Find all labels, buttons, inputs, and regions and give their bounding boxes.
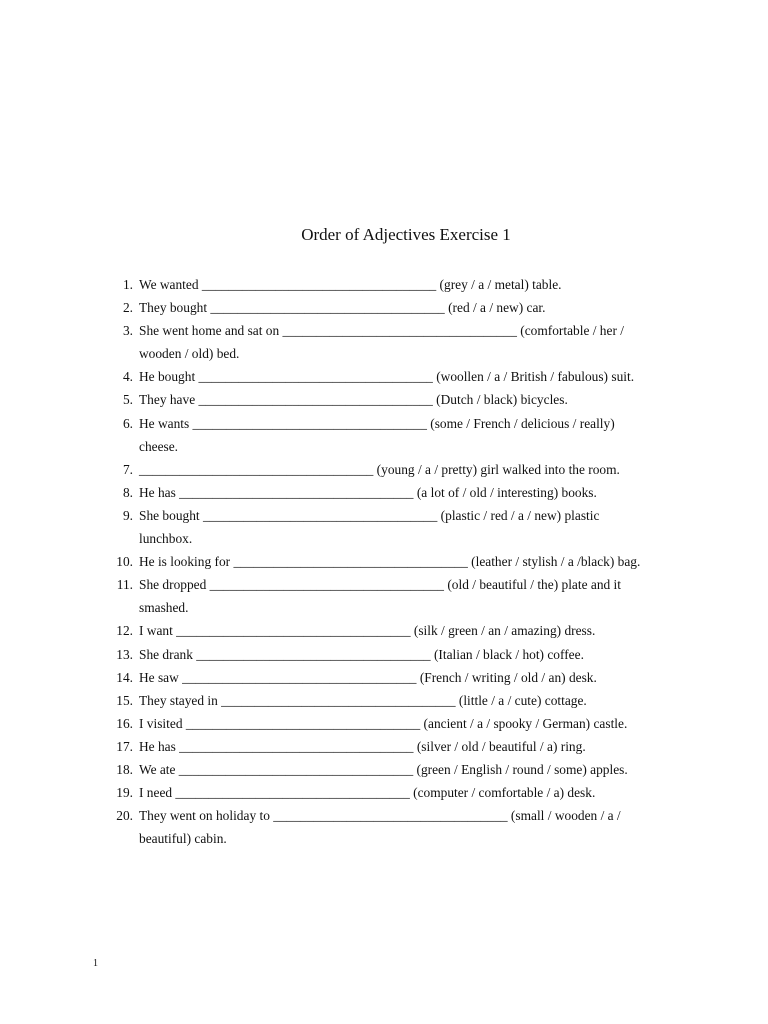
item-text-line: She dropped ___________________________________ (old / beautiful / the) plate and it [139, 577, 621, 593]
item-number: 1. [122, 277, 133, 292]
item-number: 17. [116, 738, 133, 754]
item-text-line: She bought ___________________________________ (plastic / red / a / new) plastic [139, 507, 600, 523]
item-text-line: ___________________________________ (young / a / pretty) girl walked into the room. [139, 461, 620, 477]
exercise-item [108, 504, 668, 550]
item-text-line: He bought ___________________________________ (woollen / a / British / fabulous) suit. [139, 369, 635, 385]
exercise-item [108, 296, 668, 319]
item-number: 19. [116, 785, 133, 801]
item-text-line: They went on holiday to ___________________________________ (small / wooden / a / [139, 808, 621, 824]
exercise-list [108, 273, 668, 850]
item-number: 15. [116, 692, 133, 708]
item-number: 12. [116, 623, 133, 639]
item-number: 18. [116, 761, 133, 777]
exercise-item [108, 319, 668, 365]
item-text-line: smashed. [139, 600, 189, 616]
item-number: 6. [122, 415, 133, 431]
item-text-line: cheese. [139, 438, 179, 454]
exercise-item [108, 619, 668, 642]
item-text-line: He saw ___________________________________ (French / writing / old / an) desk. [139, 669, 597, 685]
page-number: 1 [93, 958, 98, 969]
item-number: 4. [122, 369, 133, 385]
item-text-line: I want ___________________________________ (silk / green / an / amazing) dress. [139, 623, 596, 639]
item-number: 10. [116, 554, 133, 570]
exercise-item [108, 712, 668, 735]
item-text-line: We ate ___________________________________ (green / English / round / some) apples. [139, 761, 628, 777]
exercise-item [108, 804, 668, 850]
item-text-line: They bought ___________________________________ (red / a / new) car. [139, 300, 546, 316]
item-text-line: I need ___________________________________ (computer / comfortable / a) desk. [139, 785, 596, 801]
item-number: 8. [122, 484, 133, 500]
item-text-line: They have ___________________________________ (Dutch / black) bicycles. [139, 392, 568, 408]
item-text-line: beautiful) cabin. [139, 831, 227, 847]
exercise-item [108, 388, 668, 411]
exercise-item [108, 735, 668, 758]
item-number: 7. [122, 461, 133, 477]
exercise-item [108, 412, 668, 458]
exercise-item [108, 689, 668, 712]
item-number: 9. [122, 507, 133, 523]
exercise-item [108, 481, 668, 504]
item-text-line: He is looking for ___________________________________ (leather / stylish / a /black) bag. [139, 554, 641, 570]
item-text-line: I visited ___________________________________ (ancient / a / spooky / German) castle. [139, 715, 628, 731]
exercise-item [108, 643, 668, 666]
exercise-item [108, 573, 668, 619]
exercise-item [108, 273, 668, 296]
item-text-line: She went home and sat on ___________________________________ (comfortable / her / [139, 323, 624, 339]
item-text-line: We wanted ___________________________________ (grey / a / metal) table. [139, 277, 562, 292]
item-number: 2. [122, 300, 133, 316]
page-title: Order of Adjectives Exercise 1 [301, 225, 511, 244]
item-number: 5. [122, 392, 133, 408]
item-number: 3. [122, 323, 133, 339]
item-text-line: lunchbox. [139, 531, 193, 547]
exercise-item [108, 758, 668, 781]
exercise-item [108, 666, 668, 689]
item-text-line: wooden / old) bed. [139, 346, 240, 362]
item-text-line: They stayed in ___________________________________ (little / a / cute) cottage. [139, 692, 587, 708]
item-number: 11. [116, 577, 133, 593]
item-number: 20. [116, 808, 133, 824]
exercise-item [108, 458, 668, 481]
item-text-line: She drank ___________________________________ (Italian / black / hot) coffee. [139, 646, 584, 662]
item-text-line: He has ___________________________________ (silver / old / beautiful / a) ring. [139, 738, 586, 754]
exercise-item [108, 781, 668, 804]
item-text-line: He has ___________________________________ (a lot of / old / interesting) books. [139, 484, 597, 500]
item-number: 16. [116, 715, 133, 731]
item-number: 14. [116, 669, 133, 685]
exercise-item [108, 550, 668, 573]
exercise-item [108, 365, 668, 388]
item-text-line: He wants ___________________________________ (some / French / delicious / really) [139, 415, 615, 431]
item-number: 13. [116, 646, 133, 662]
